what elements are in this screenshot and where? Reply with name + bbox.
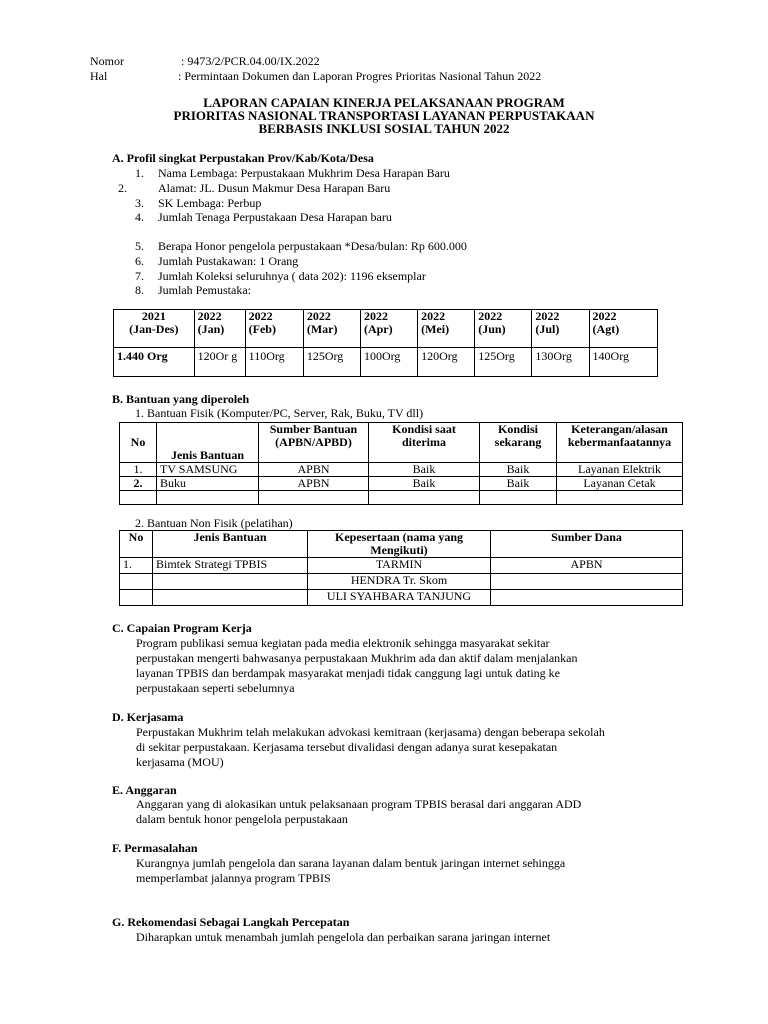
table-cell: 140Org [589, 348, 657, 377]
list-item: Jumlah Pemustaka: [158, 283, 251, 297]
bantuan-fisik-table [119, 422, 683, 505]
table-header-cell: 2022 (Mar) [303, 310, 360, 348]
section-c-paragraph: Program publikasi semua kegiatan pada media elektronik sehingga masyarakat sekitar perpustakan mengerti bahwasanya perpustakaan Mukhrim ada dan aktif dalam menjalankan layanan TPBIS dan berdampak masyarakat menjadi tidak canggung lagi untuk dating ke perpustakaan seperti sebelumnya [136, 636, 578, 695]
table-cell: 110Org [245, 348, 303, 377]
table-cell: 120Or g [194, 348, 245, 377]
section-d-paragraph: Perpustakan Mukhrim telah melakukan advokasi kemitraan (kerjasama) dengan beberapa sekolah di sekitar perpustakaan. Kerjasama tersebut divalidasi dengan adanya surat kesepakatan kerjasama (MOU) [136, 725, 605, 769]
table-header-cell: 2022 (Jul) [532, 310, 589, 348]
report-title-line-2: PRIORITAS NASIONAL TRANSPORTASI LAYANAN PERPUSTAKAAN [173, 108, 595, 123]
section-d-heading: D. Kerjasama [112, 710, 184, 724]
table-header-cell: 2022 (Jun) [475, 310, 532, 348]
list-item: Nama Lembaga: Perpustakaan Mukhrim Desa Harapan Baru [158, 166, 450, 180]
section-f-paragraph: Kurangnya jumlah pengelola dan sarana layanan dalam bentuk jaringan internet sehingga memperlambat jalannya program TPBIS [136, 856, 566, 885]
nomor-value: : 9473/2/PCR.04.00/IX.2022 [181, 54, 320, 68]
list-item: Berapa Honor pengelola perpustakaan *Desa/bulan: Rp 600.000 [158, 239, 467, 253]
pemustaka-table [113, 309, 658, 377]
table-cell: 120Org [418, 348, 475, 377]
table-header-cell: Kondisi sekarang [480, 423, 557, 463]
list-item-num: 1. [135, 166, 144, 180]
table-row: HENDRA Tr. Skom [120, 574, 683, 590]
list-item-num: 7. [135, 269, 144, 283]
table-cell: 100Org [360, 348, 417, 377]
table-header-cell: 2022 (Apr) [360, 310, 417, 348]
table-row: 2. Buku APBN Baik Baik Layanan Cetak [120, 477, 683, 491]
nomor-label: Nomor [90, 54, 124, 68]
bantuan-nonfisik-table [119, 530, 683, 606]
list-item: SK Lembaga: Perbup [158, 196, 262, 210]
table-cell: 130Org [532, 348, 589, 377]
table-header-cell: 2022 (Mei) [418, 310, 475, 348]
section-e-paragraph: Anggaran yang di alokasikan untuk pelaksanaan program TPBIS berasal dari anggaran ADD dalam bentuk honor pengelola perpustakaan [136, 797, 582, 826]
table-header-cell: Sumber Dana [491, 531, 683, 558]
hal-value: : Permintaan Dokumen dan Laporan Progres Prioritas Nasional Tahun 2022 [178, 69, 542, 83]
section-a-heading: A. Profil singkat Perpustakan Prov/Kab/Kota/Desa [112, 151, 374, 165]
table-row: 1. Bimtek Strategi TPBIS TARMIN APBN [120, 558, 683, 574]
table-row: 1. TV SAMSUNG APBN Baik Baik Layanan Elektrik [120, 463, 683, 477]
bantuan-fisik-label: 1. Bantuan Fisik (Komputer/PC, Server, Rak, Buku, TV dll) [135, 406, 424, 420]
table-header-cell: 2022 (Jan) [194, 310, 245, 348]
list-item-num: 8. [135, 283, 144, 297]
list-item: Jumlah Koleksi seluruhnya ( data 202): 1196 eksemplar [158, 269, 426, 283]
table-cell: 1.440 Org [114, 348, 195, 377]
section-b-heading: B. Bantuan yang diperoleh [112, 392, 250, 406]
table-header-cell: Sumber Bantuan (APBN/APBD) [259, 423, 369, 463]
table-header-cell: 2022 (Feb) [245, 310, 303, 348]
section-g-paragraph: Diharapkan untuk menambah jumlah pengelola dan perbaikan sarana jaringan internet [136, 930, 551, 944]
list-item: Alamat: JL. Dusun Makmur Desa Harapan Baru [158, 181, 391, 195]
hal-label: Hal [90, 69, 108, 83]
list-item-num: 3. [135, 196, 144, 210]
bantuan-nonfisik-label: 2. Bantuan Non Fisik (pelatihan) [135, 516, 293, 530]
table-header-cell: Jenis Bantuan [153, 531, 308, 558]
table-header-cell: Kondisi saat diterima [369, 423, 480, 463]
list-item: Jumlah Pustakawan: 1 Orang [158, 254, 299, 268]
table-cell: 125Org [303, 348, 360, 377]
list-item-num: 5. [135, 239, 144, 253]
section-g-heading: G. Rekomendasi Sebagai Langkah Percepatan [112, 915, 350, 929]
report-title-line-3: BERBASIS INKLUSI SOSIAL TAHUN 2022 [258, 121, 510, 136]
table-header-cell: Jenis Bantuan [157, 423, 259, 463]
section-e-heading: E. Anggaran [112, 783, 177, 797]
section-c-heading: C. Capaian Program Kerja [112, 621, 252, 635]
list-item-num: 6. [135, 254, 144, 268]
table-header-cell: Kepesertaan (nama yang Mengikuti) [308, 531, 491, 558]
table-row: ULI SYAHBARA TANJUNG [120, 590, 683, 606]
section-f-heading: F. Permasalahan [112, 841, 198, 855]
report-title-line-1: LAPORAN CAPAIAN KINERJA PELAKSANAAN PROGRAM [203, 95, 565, 110]
table-header-cell: 2021 (Jan-Des) [114, 310, 195, 348]
table-cell: 125Org [475, 348, 532, 377]
list-item-num: 4. [135, 210, 144, 224]
list-item: Jumlah Tenaga Perpustakaan Desa Harapan baru [158, 210, 392, 224]
table-header-cell: 2022 (Agt) [589, 310, 657, 348]
table-row [120, 491, 683, 505]
table-header-cell: No [120, 531, 153, 558]
table-header-cell: No [120, 423, 157, 463]
list-item-num: 2. [118, 181, 127, 195]
table-header-cell: Keterangan/alasan kebermanfaatannya [557, 423, 683, 463]
